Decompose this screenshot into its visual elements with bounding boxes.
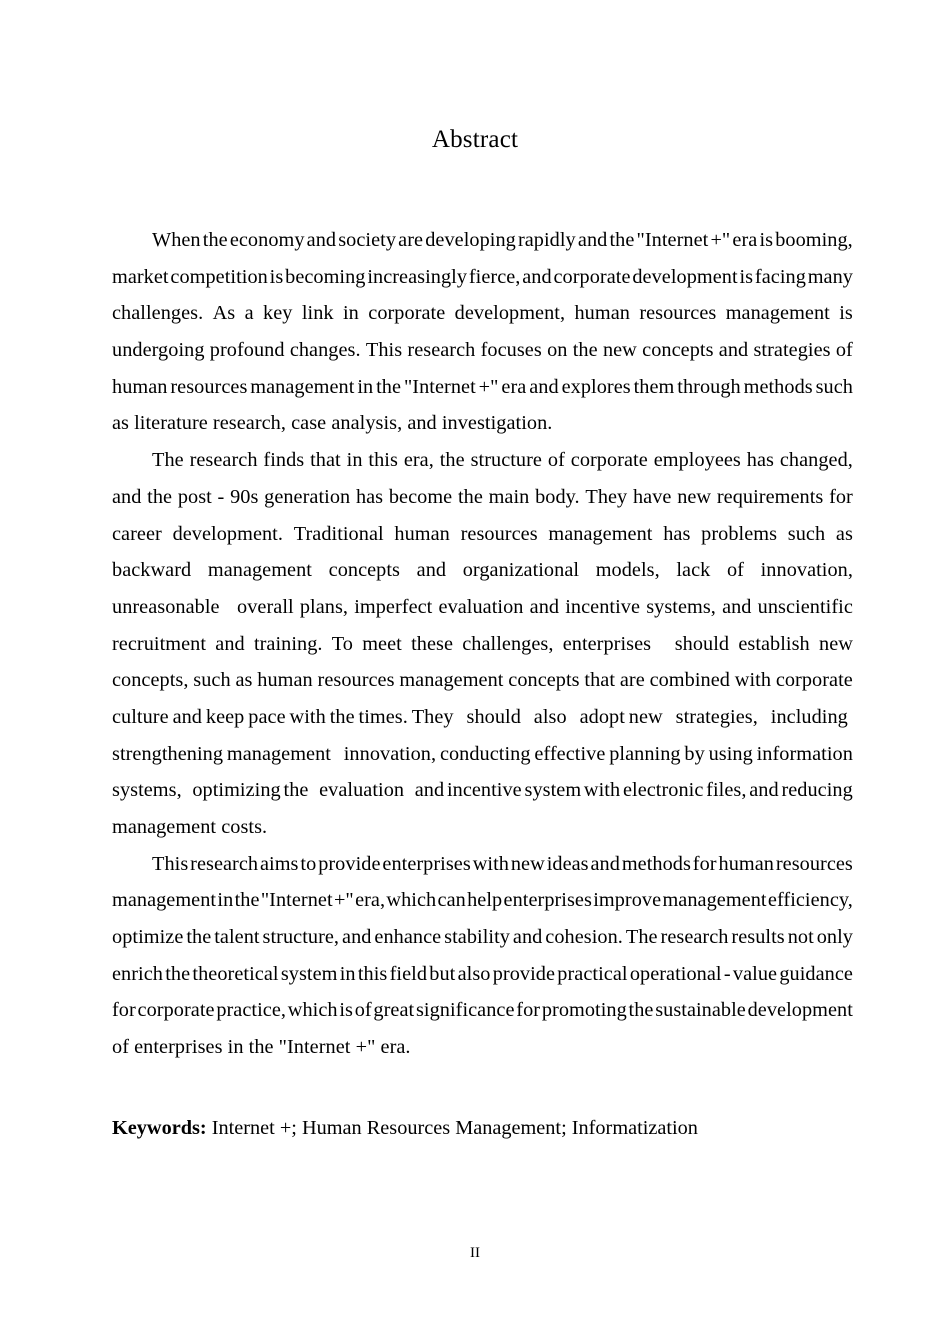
word: and [512, 926, 543, 949]
word: systems, [112, 779, 182, 802]
word: and [749, 779, 779, 802]
text-line [112, 846, 853, 883]
word: the [186, 926, 212, 949]
word [762, 699, 767, 736]
word: strengthening [112, 742, 224, 765]
word [335, 736, 340, 773]
word: management [207, 559, 312, 582]
word: The [625, 926, 658, 949]
word: the [457, 485, 483, 508]
word: as [235, 669, 253, 692]
word: recruitment [112, 632, 207, 655]
word: booming, [775, 229, 853, 251]
word: They [411, 705, 454, 728]
word: innovation, [760, 559, 853, 582]
word: provide [318, 852, 381, 875]
word: with [734, 669, 772, 692]
keywords-value: Internet +; Human Resources Management; Informatization [211, 1117, 698, 1139]
paragraph-1 [112, 222, 853, 442]
word: fierce, [468, 265, 521, 288]
word: is [269, 265, 284, 288]
word: is [839, 302, 853, 325]
word: with [583, 779, 621, 802]
word: resources [317, 669, 395, 692]
word: this [368, 449, 398, 472]
word: optimizing [192, 779, 281, 802]
word: establish [738, 632, 810, 655]
word: post [177, 485, 212, 508]
text-line [112, 369, 853, 406]
word: the [376, 375, 402, 398]
text-line: management costs. [112, 816, 268, 838]
word: which [287, 999, 338, 1022]
word: system [280, 962, 338, 985]
word: concepts [328, 559, 400, 582]
word: such [193, 669, 231, 692]
word: and [306, 229, 337, 251]
text-line [112, 882, 853, 919]
word: To [331, 632, 353, 655]
word: career [112, 522, 162, 545]
word: should [466, 705, 521, 728]
word: unscientific [757, 595, 853, 618]
word: these [411, 632, 454, 655]
word: resources [639, 302, 717, 325]
word: changed, [779, 449, 853, 472]
word: culture [112, 705, 169, 728]
word: concepts, [112, 669, 189, 692]
text-line [112, 919, 853, 956]
word: and [718, 339, 749, 362]
word: only [816, 926, 853, 949]
word: changes. [289, 339, 361, 362]
word: are [398, 229, 424, 251]
word: conducting [439, 742, 531, 765]
word: human [718, 852, 774, 875]
word: link [301, 302, 334, 325]
word: that [584, 669, 616, 692]
word: - [723, 962, 731, 985]
text-line [112, 552, 853, 589]
word: them [633, 375, 675, 398]
word: enterprises [503, 889, 592, 912]
word: on [547, 339, 568, 362]
word: enrich [112, 962, 163, 985]
word: market [112, 265, 169, 288]
word: of [547, 449, 565, 472]
word: has [663, 522, 691, 545]
word: for [112, 999, 136, 1022]
word: the [572, 339, 598, 362]
word: many [807, 265, 853, 288]
text-line [112, 699, 848, 736]
text-line [112, 479, 853, 516]
word: enterprises [562, 632, 652, 655]
word: corporate [570, 449, 648, 472]
word: as [835, 522, 853, 545]
word: strategies, [675, 705, 758, 728]
word: development. [172, 522, 283, 545]
word: for [692, 852, 717, 875]
text-line [112, 736, 853, 773]
word: competition [170, 265, 268, 288]
word: increasingly [367, 265, 468, 288]
word: information [756, 742, 853, 765]
word: This [152, 852, 189, 875]
word: files, [706, 779, 747, 802]
word: results [731, 926, 785, 949]
text-line [112, 772, 853, 809]
word: management [250, 375, 355, 398]
word: research [407, 339, 476, 362]
word: has [355, 485, 384, 508]
word [184, 772, 189, 809]
word: concepts [642, 339, 714, 362]
word: in [339, 962, 356, 985]
word: talent [214, 926, 260, 949]
word: electronic [622, 779, 704, 802]
word: promoting [541, 999, 627, 1022]
word: meet [362, 632, 402, 655]
word: the [234, 889, 260, 912]
word: and [529, 375, 559, 398]
word [407, 772, 412, 809]
word: a [244, 302, 254, 325]
word: human [257, 669, 313, 692]
word: also [457, 962, 491, 985]
word: models, [595, 559, 660, 582]
word: not [787, 926, 814, 949]
word: evaluation [438, 595, 524, 618]
word: help [467, 889, 503, 912]
word: structure [470, 449, 542, 472]
keywords-label: Keywords: [112, 1117, 207, 1139]
word: aims [260, 852, 299, 875]
word: +" [333, 889, 354, 912]
text-line [112, 442, 853, 479]
word: management [112, 889, 217, 912]
text-line [112, 295, 853, 332]
word: to [300, 852, 317, 875]
word [525, 699, 530, 736]
word: management [662, 889, 767, 912]
text-line [112, 626, 853, 663]
word: in [357, 375, 374, 398]
word: enterprises [382, 852, 471, 875]
word: They [585, 485, 628, 508]
word: corporate [137, 999, 215, 1022]
word: undergoing [112, 339, 205, 362]
word: guidance [779, 962, 853, 985]
word: and [112, 485, 142, 508]
abstract-body [112, 222, 853, 1066]
word: management [399, 669, 504, 692]
word: reducing [781, 779, 853, 802]
keywords-line [112, 1113, 853, 1143]
word: plans, [299, 595, 349, 618]
word: 90s [230, 485, 259, 508]
word: practice, [216, 999, 287, 1022]
word: theoretical [192, 962, 279, 985]
word: challenges, [462, 632, 554, 655]
word: the [202, 229, 228, 251]
word: also [533, 705, 567, 728]
word: research [190, 852, 259, 875]
word: using [708, 742, 753, 765]
word: sustainable [655, 999, 746, 1022]
word: becoming [285, 265, 366, 288]
paragraph-3 [112, 846, 853, 1066]
text-line: of enterprises in the "Internet +" era. [112, 1036, 411, 1059]
text-line: as literature research, case analysis, and investigation. [112, 412, 553, 435]
word: unreasonable [112, 595, 220, 618]
word: imperfect [354, 595, 433, 618]
word: developing [425, 229, 516, 251]
word: era [501, 375, 527, 398]
word: of [354, 999, 372, 1022]
word: resources [775, 852, 853, 875]
word: challenges. [112, 302, 204, 325]
word: and [590, 852, 620, 875]
word: Traditional [293, 522, 384, 545]
word: backward [112, 559, 192, 582]
word: optimize [112, 926, 184, 949]
word: enhance [374, 926, 442, 949]
word: and [172, 705, 202, 728]
word: structure, [262, 926, 340, 949]
word: that [310, 449, 341, 472]
word: strategies [753, 339, 831, 362]
word: lack [676, 559, 711, 582]
word: effective [534, 742, 606, 765]
word: new [602, 339, 637, 362]
word: This [365, 339, 403, 362]
word: facing [754, 265, 806, 288]
word: can [437, 889, 466, 912]
text-line [112, 332, 853, 369]
word: rapidly [517, 229, 576, 251]
word: cohesion. [545, 926, 623, 949]
word: system [524, 779, 582, 802]
word [571, 699, 576, 736]
word: with [289, 705, 326, 728]
text-line [112, 222, 853, 259]
word: and [414, 779, 445, 802]
word: times. [358, 705, 408, 728]
word: era, [403, 449, 434, 472]
word [311, 772, 316, 809]
word: pace [248, 705, 286, 728]
word: new [677, 485, 712, 508]
word: research [189, 449, 258, 472]
word: resources [170, 375, 248, 398]
word: stability [444, 926, 510, 949]
page-title: Abstract [431, 126, 519, 153]
word: is [739, 265, 754, 288]
word: methods [621, 852, 691, 875]
word: become [388, 485, 453, 508]
word: operational [629, 962, 722, 985]
word: is [759, 229, 774, 251]
word: the [439, 449, 465, 472]
word: value [732, 962, 778, 985]
word: "Internet [636, 229, 709, 251]
word: the [329, 705, 355, 728]
word: The [152, 449, 184, 472]
word: such [815, 375, 853, 398]
word: and [722, 595, 752, 618]
word: era, [355, 889, 386, 912]
word: When [152, 229, 201, 251]
word: main [488, 485, 530, 508]
word [667, 699, 672, 736]
word: in [346, 449, 363, 472]
word: and [215, 632, 245, 655]
word: combined [649, 669, 730, 692]
word: practical [557, 962, 628, 985]
word: have [632, 485, 672, 508]
word: human [574, 302, 630, 325]
word: by [684, 742, 705, 765]
word: training. [253, 632, 323, 655]
word: body. [535, 485, 580, 508]
word: "Internet [260, 889, 333, 912]
word: +" [710, 229, 731, 251]
word: should [674, 632, 730, 655]
word: for [829, 485, 853, 508]
word: management [725, 302, 830, 325]
word: incentive [446, 779, 522, 802]
word: of [835, 339, 853, 362]
word [660, 626, 665, 663]
word: management [548, 522, 653, 545]
word: the [165, 962, 191, 985]
word: great [373, 999, 415, 1022]
word: new [819, 632, 853, 655]
word: "Internet [403, 375, 476, 398]
word: problems [701, 522, 778, 545]
word: economy [229, 229, 305, 251]
word: profound [209, 339, 285, 362]
word: in [343, 302, 359, 325]
paragraph-2 [112, 442, 853, 846]
word: era [732, 229, 758, 251]
word: through [677, 375, 741, 398]
word: such [787, 522, 826, 545]
word: methods [743, 375, 813, 398]
word: evaluation [319, 779, 405, 802]
text-line [112, 992, 853, 1029]
word [457, 699, 462, 736]
word: employees [653, 449, 741, 472]
word: ideas [546, 852, 589, 875]
word: and [416, 559, 447, 582]
word: human [112, 375, 168, 398]
word: overall [237, 595, 294, 618]
word: systems, [646, 595, 716, 618]
word: development, [454, 302, 566, 325]
word: with [472, 852, 509, 875]
word: are [619, 669, 645, 692]
word: requirements [716, 485, 824, 508]
word: incentive [565, 595, 641, 618]
text-line [112, 956, 853, 993]
word: of [726, 559, 744, 582]
word: society [338, 229, 397, 251]
word: resources [460, 522, 538, 545]
word: is [339, 999, 353, 1022]
word: As [212, 302, 236, 325]
word: but [429, 962, 456, 985]
text-line [112, 259, 853, 296]
word: the [147, 485, 173, 508]
word: keep [205, 705, 245, 728]
word: including [770, 705, 848, 728]
word: significance [415, 999, 515, 1022]
word: the [628, 999, 654, 1022]
word: and [529, 595, 560, 618]
word: explores [561, 375, 631, 398]
word: concepts [508, 669, 580, 692]
word: +" [478, 375, 499, 398]
word: for [516, 999, 541, 1022]
word: corporate [553, 265, 631, 288]
word: - [217, 485, 225, 508]
word: and [577, 229, 608, 251]
word: the [609, 229, 635, 251]
word: key [263, 302, 293, 325]
word: research [660, 926, 729, 949]
word: innovation, [343, 742, 437, 765]
word: provide [492, 962, 556, 985]
paragraph-list [112, 222, 853, 1066]
word: the [283, 779, 309, 802]
page-number: II [470, 1245, 480, 1261]
word: adopt [579, 705, 625, 728]
word: development [747, 999, 853, 1022]
word [226, 589, 231, 626]
word: new [510, 852, 545, 875]
word: corporate [775, 669, 853, 692]
word: and [342, 926, 372, 949]
word: focuses [480, 339, 542, 362]
text-line [112, 516, 853, 553]
text-line [112, 589, 853, 626]
word: has [746, 449, 774, 472]
word: human [394, 522, 450, 545]
text-line [112, 662, 853, 699]
word: planning [609, 742, 681, 765]
word: field [389, 962, 428, 985]
word: finds [263, 449, 305, 472]
word: this [357, 962, 388, 985]
word: new [628, 705, 663, 728]
word: in [217, 889, 234, 912]
word: which [386, 889, 437, 912]
word: development [632, 265, 738, 288]
word: management [226, 742, 331, 765]
word: corporate [368, 302, 446, 325]
word: improve [593, 889, 662, 912]
word: generation [264, 485, 351, 508]
word: efficiency, [767, 889, 853, 912]
word: organizational [462, 559, 580, 582]
word: and [522, 265, 552, 288]
